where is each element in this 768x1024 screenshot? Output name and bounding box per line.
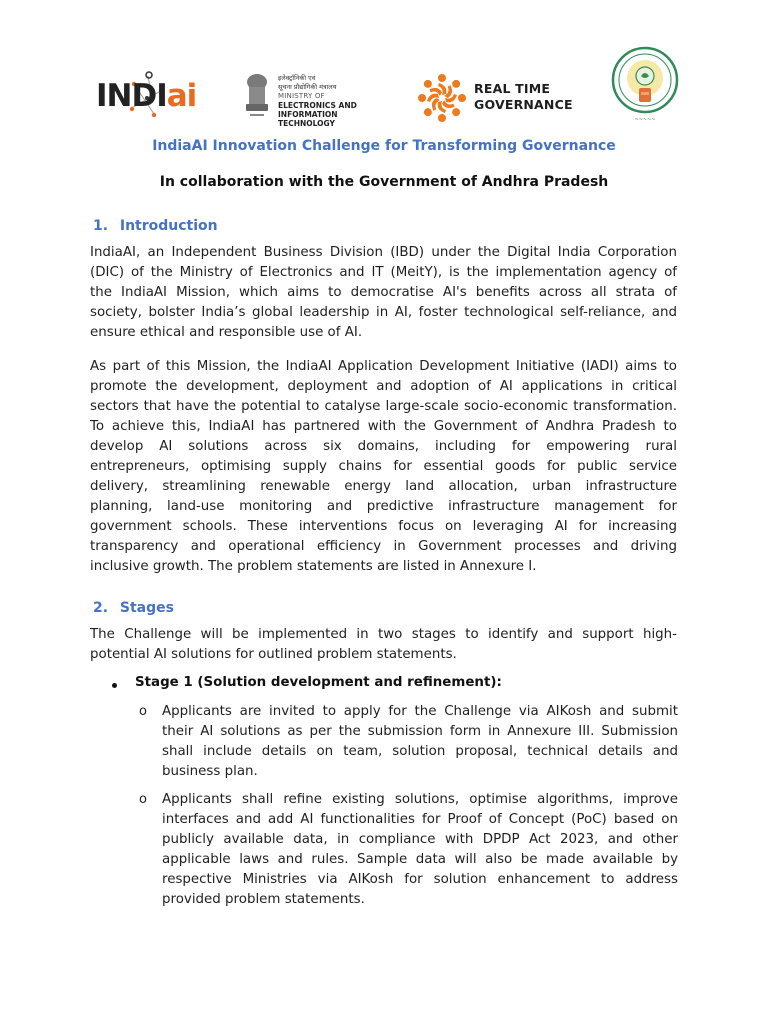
intro-paragraph-1: IndiaAI, an Independent Business Division (IBD) under the Digital India Corporation (DIC) of the Ministry of Electronics and IT (MeitY), is the implementation agency of the IndiaAI Mission, which aims to democratise AI's benefits across all strata of society, bolster India’s global leadership in AI, foster technological self-reliance, and ensure ethical and responsible use of AI.: [90, 245, 677, 340]
sub-bullet-icon: o: [139, 792, 147, 807]
andhra-pradesh-emblem: [611, 46, 679, 124]
intro-paragraph-2: As part of this Mission, the IndiaAI Application Development Initiative (IADI) aims to promote the development, deployment and adoption of AI applications in critical sectors that have the potential to catalyse large-scale socio-economic transformation. To achieve this, IndiaAI has partnered with the Government of Andhra Pradesh to develop AI solutions across six domains, including for empowering rural entrepreneurs, optimising supply chains for essential goods for public service delivery, streamlining renewable energy land allocation, urban infrastructure planning, land-use monitoring and predictive infrastructure management for government schools. These interventions focus on leveraging AI for increasing transparency and operational efficiency in Government processes and driving inclusive growth. The problem statements are listed in Annexure I.: [90, 359, 677, 574]
stages-paragraph: The Challenge will be implemented in two stages to identify and support high- potential AI solutions for outlined problem statements.: [90, 627, 677, 662]
ap-seal-icon: [611, 46, 679, 124]
rtg-pinwheel-icon: [416, 72, 468, 124]
meity-line-1: MINISTRY OF: [278, 92, 325, 100]
meity-hindi-line-1: इलेक्ट्रॉनिकी एवं: [278, 74, 316, 82]
stage-1-label: Stage 1 (Solution development and refinement):: [135, 675, 502, 690]
indiaai-wordmark: INDIai: [96, 78, 197, 114]
section-heading-stages: 2. Stages: [93, 600, 174, 616]
stage-1-item-2: Applicants shall refine existing solutions, optimise algorithms, improve interfaces and add AI functionalities for Proof of Concept (PoC) based on publicly available data, in compliance with DPDP Act 2023, and other applicable laws and rules. Sample data will also be made available by respective Ministries via AIKosh for solution enhancement to address provided problem statements.: [162, 792, 678, 907]
section-heading-introduction: 1. Introduction: [93, 218, 218, 234]
document-subtitle: In collaboration with the Government of Andhra Pradesh: [159, 174, 609, 190]
sub-bullet-icon: o: [139, 704, 147, 719]
real-time-governance-logo: [416, 72, 571, 124]
meity-line-3: INFORMATION TECHNOLOGY: [278, 110, 338, 128]
stage-1-item-1: Applicants are invited to apply for the Challenge via AIKosh and submit their AI solutions as per the submission form in Annexure III. Submission shall include details on team, solution proposal, technical details and business plan.: [162, 704, 678, 779]
rtg-line-1: REAL TIME: [474, 81, 551, 96]
svg-text:~~~~~: ~~~~~: [634, 117, 656, 123]
bullet-icon: [112, 683, 117, 688]
indiaai-logo: [96, 70, 202, 120]
document-title: IndiaAI Innovation Challenge for Transforming Governance: [152, 138, 616, 154]
national-emblem-icon: [240, 70, 274, 120]
meity-line-2: ELECTRONICS AND: [278, 101, 357, 110]
rtg-line-2: GOVERNANCE: [474, 97, 573, 112]
meity-logo: [240, 70, 395, 128]
meity-hindi-line-2: सूचना प्रौद्योगिकी मंत्रालय: [278, 83, 337, 91]
